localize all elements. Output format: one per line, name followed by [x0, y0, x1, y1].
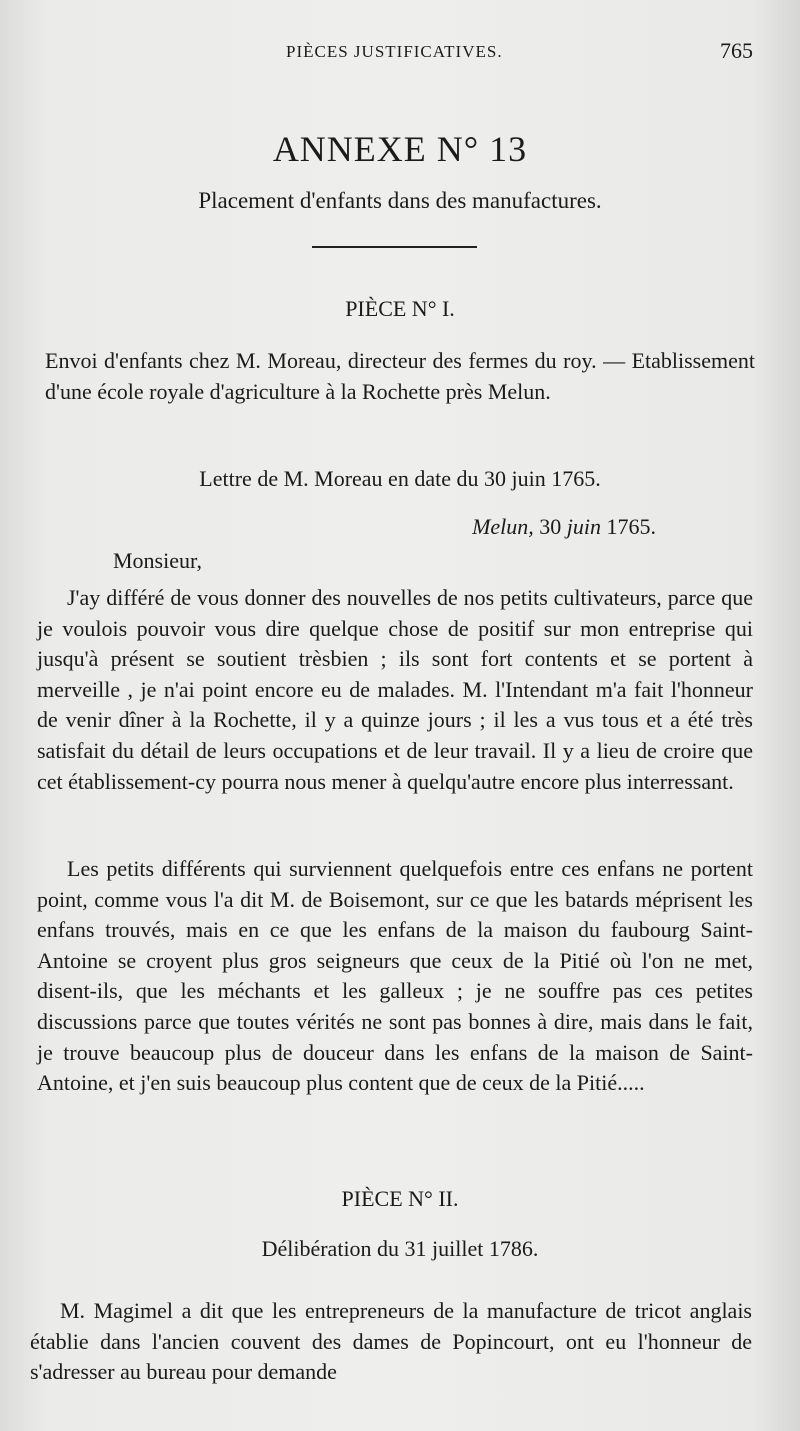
dateline-year: 1765. [606, 514, 656, 539]
letter-salutation: Monsieur, [113, 548, 202, 573]
annex-subtitle: Placement d'enfants dans des manufactures. [198, 188, 602, 213]
annex-title: ANNEXE N° 13 [272, 129, 528, 169]
dateline-place: Melun, [472, 514, 534, 539]
deliberation-title: Délibération du 31 juillet 1786. [261, 1236, 539, 1261]
piece-1-heading: PIÈCE N° I. [345, 296, 455, 321]
page-header [0, 38, 800, 68]
running-title: PIÈCES JUSTIFICATIVES. [286, 42, 503, 61]
dateline-month: juin [566, 514, 601, 539]
deliberation-paragraph-1: M. Magimel a dit que les entrepreneurs de la manufacture de tricot anglais établie dans l'ancien couvent des dames de Popincourt, ont eu l'honneur de s'adresser au bureau pour demande [30, 1298, 752, 1385]
letter-title: Lettre de M. Moreau en date du 30 juin 1765. [199, 466, 601, 491]
letter-paragraph-1: J'ay différé de vous donner des nouvelles de nos petits cultivateurs, parce que je voulois pouvoir vous dire quelque chose de positif sur mon entreprise qui jusqu'à présent se soutient trèsbien ; ils sont fort contents et se portent à merveille , je n'ai point encore eu de malades. M. l'Intendant m'a fait l'honneur de venir dîner à la Rochette, il y a quinze jours ; il les a vus tous et a été très satisfait du détail de leurs occupations et de leur travail. Il y a lieu de croire que cet établissement-cy pourra nous mener à quelqu'autre encore plus interressant. [37, 585, 753, 794]
piece-2-heading: PIÈCE N° II. [341, 1186, 459, 1211]
dateline-day: 30 [539, 514, 562, 539]
page-number: 765 [720, 38, 753, 63]
letter-paragraph-2: Les petits différents qui surviennent quelquefois entre ces enfans ne portent point, comme vous l'a dit M. de Boisemont, sur ce que les batards méprisent les enfans trouvés, mais en ce que les enfans de la maison du faubourg Saint-Antoine se croyent plus gros seigneurs que ceux de la Pitié où l'on ne met, disent-ils, que les méchants et les galleux ; je ne souffre pas ces petites discussions parce que toutes vérités ne sont pas bonnes à dire, mais dans le fait, je trouve beaucoup plus de douceur dans les enfans de la maison de Saint-Antoine, et j'en suis beaucoup plus content que de ceux de la Pitié..... [37, 856, 753, 1096]
section-divider [312, 246, 477, 248]
piece-1-summary: Envoi d'enfants chez M. Moreau, directeur des fermes du roy. — Etablissement d'une école royale d'agriculture à la Rochette près Melun. [45, 348, 755, 404]
letter-dateline [0, 514, 656, 540]
